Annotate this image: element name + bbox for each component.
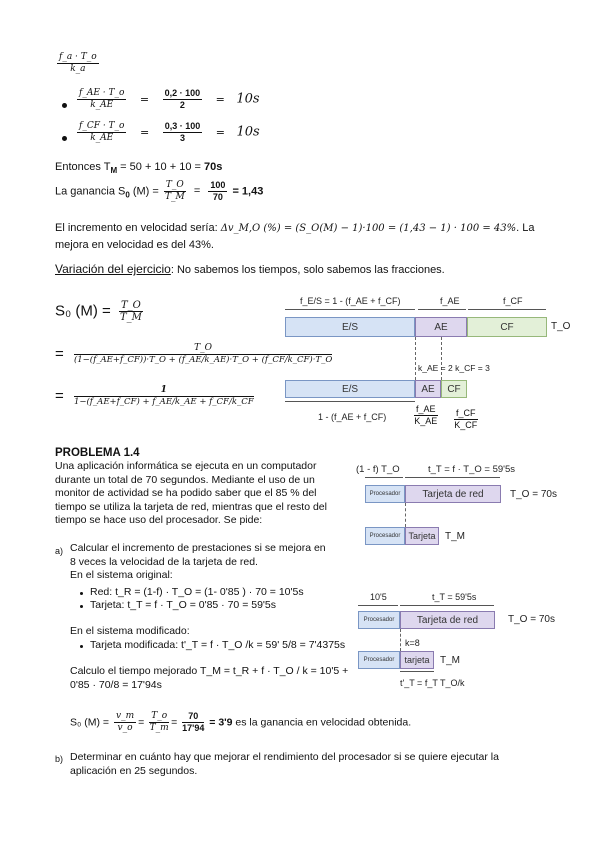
text: La ganancia S xyxy=(55,185,126,198)
num: f_CF xyxy=(456,408,476,418)
num: T_O xyxy=(74,343,332,355)
fraction-denominator: k_a xyxy=(70,64,86,74)
d2-proc2: Procesador xyxy=(365,527,405,545)
entonces-line xyxy=(55,160,222,178)
num: 1 xyxy=(74,385,254,397)
text: Determinar en cuánto hay que mejorar el rendimiento del procesador si se quiere ejecutar la xyxy=(70,751,499,763)
text: En el sistema original: xyxy=(70,569,173,582)
ganancia-line: La ganancia $S_0$ (M) = $\frac{T\_O}{T\_M}$ = $\frac{100}{70}$ = 1,43 xyxy=(55,180,264,202)
dash-line xyxy=(441,337,442,380)
brace xyxy=(400,671,434,676)
dash-line xyxy=(400,629,401,651)
d3-tarjeta-red: Tarjeta de red xyxy=(400,611,495,629)
num: T_O xyxy=(165,180,184,190)
formula-ae-time: $\frac{f\_AE \cdot T\_o}{k\_AE}$ = $\frac{0,2 \cdot 100}{2}$ = 10s xyxy=(79,88,260,110)
item-letter: a) xyxy=(55,546,64,556)
fcf-label: f_CF xyxy=(503,296,523,306)
num: 0,3 · 100 xyxy=(164,121,201,131)
bullet-icon xyxy=(62,103,67,108)
fae-label: f_AE xyxy=(440,296,460,306)
brace xyxy=(400,605,494,610)
fes-label: f_E/S = 1 - (f_AE + f_CF) xyxy=(300,296,401,306)
d3-proc2: Procesador xyxy=(358,651,400,669)
sub: 0 xyxy=(125,190,130,200)
num: f_CF · T_o xyxy=(79,121,125,131)
d2-top1: (1 - f) T_O xyxy=(356,464,400,475)
calc-line: 0'85 · 70/8 = 17'94s xyxy=(70,679,162,691)
fae-k-fraction xyxy=(412,404,440,427)
result: 10s xyxy=(236,124,260,140)
item-b-text xyxy=(70,750,499,778)
formula: Δv_M,O (%) = (S_O(M) − 1)·100 = (1,43 − 1) · 100 = 43% xyxy=(220,223,517,234)
text: Calcular el incremento de prestaciones si se mejora en xyxy=(70,542,326,554)
den: 70 xyxy=(212,192,223,202)
para-line: tiempo se utiliza la tarjeta de red, mientras que el resto del xyxy=(55,500,327,513)
bullet-icon xyxy=(80,592,83,595)
s0-formula-expanded: = $\frac{T\_O}{(1-(f\_AE+f\_CF))\cdot T\_O + (f\_AE/k\_AE)\cdot T\_O + (f\_CF/k\_CF)\cdot T\_O}$ xyxy=(55,343,333,365)
den: 3 xyxy=(179,133,185,143)
text: (M) = xyxy=(129,185,162,198)
bullet-icon xyxy=(80,645,83,648)
red-line: Red: t_R = (1-f) · T_O = (1- 0'85 ) · 70 = 10'5s xyxy=(90,586,304,598)
k-label: k_AE = 2 k_CF = 3 xyxy=(418,363,490,373)
text: = 50 + 10 + 10 = xyxy=(117,161,204,173)
text: mejora en velocidad es del 43%. xyxy=(55,239,214,251)
num: f_AE · T_o xyxy=(79,88,125,98)
num: T_O xyxy=(120,300,141,311)
d3-proc: Procesador xyxy=(358,611,400,629)
sub: M xyxy=(110,166,118,176)
brace xyxy=(285,309,415,314)
fcf-k-fraction xyxy=(452,408,480,431)
formula-cf-time: $\frac{f\_CF \cdot T\_o}{k\_AE}$ = $\frac{0,3 \cdot 100}{3}$ = 10s xyxy=(79,121,260,143)
den: K_AE xyxy=(414,416,438,426)
den: 2 xyxy=(179,100,185,110)
num: f_AE xyxy=(416,404,436,414)
bar1-es-segment: E/S xyxy=(285,317,415,337)
d3-tarjeta: tarjeta xyxy=(400,651,434,669)
text: El incremento en velocidad sería: xyxy=(55,222,221,234)
num: v_m xyxy=(116,711,135,721)
problem-title: PROBLEMA 1.4 xyxy=(55,447,140,459)
den: 17'94 xyxy=(182,723,205,733)
section-title: Variación del ejercicio xyxy=(55,262,171,276)
text: es la ganancia en velocidad obtenida. xyxy=(232,716,412,729)
den: 1−(f_AE+f_CF) + f_AE/k_AE + f_CF/k_CF xyxy=(73,397,254,407)
para-line: Una aplicación informática se ejecuta en un computador xyxy=(55,460,317,472)
bullet-icon xyxy=(62,136,67,141)
d3-bottom: t'_T = f_T T_O/k xyxy=(400,678,465,688)
bar2-ae-segment: AE xyxy=(415,380,441,398)
incremento-paragraph xyxy=(55,220,550,254)
brace xyxy=(365,477,403,482)
num: 0,2 · 100 xyxy=(164,88,201,98)
fes-reduced-label: 1 - (f_AE + f_CF) xyxy=(318,412,387,422)
d3-tm: T_M xyxy=(440,655,460,666)
tarjeta-mod-line: Tarjeta modificada: t'_T = f · T_O /k = 59' 5/8 = 7'4375s xyxy=(90,639,346,651)
brace xyxy=(405,477,500,482)
den: K_CF xyxy=(454,420,478,430)
fraction-numerator: f_a · T_o xyxy=(59,52,97,62)
text: : No sabemos los tiempos, solo sabemos las fracciones. xyxy=(170,264,445,276)
den: (1−(f_AE+f_CF))·T_O + (f_AE/k_AE)·T_O + (f_CF/k_CF)·T_O xyxy=(73,355,333,365)
d2-tarjeta: Tarjeta xyxy=(405,527,439,545)
dash-line xyxy=(405,503,406,527)
d3-top1: 10'5 xyxy=(370,592,387,602)
den: T_M xyxy=(164,192,185,202)
num: T_o xyxy=(151,711,168,721)
tarjeta-line: Tarjeta: t_T = f · T_O = 0'85 · 70 = 59'5s xyxy=(90,599,277,611)
bar2-cf-segment: CF xyxy=(441,380,467,398)
item-a-text xyxy=(70,542,326,583)
d3-to: T_O = 70s xyxy=(508,614,555,625)
text: aplicación en 25 segundos. xyxy=(70,765,198,777)
d2-tm: T_M xyxy=(445,531,465,542)
variacion-line xyxy=(55,262,445,276)
dash-line xyxy=(415,337,416,380)
num: 100 xyxy=(210,180,226,190)
d3-k: k=8 xyxy=(405,638,420,648)
num: 70 xyxy=(182,711,204,723)
bar2-es-segment: E/S xyxy=(285,380,415,398)
den: v_o xyxy=(117,723,133,733)
bullet-icon xyxy=(80,605,83,608)
label: S₀ (M) = xyxy=(70,716,110,729)
modified-title: En el sistema modificado: xyxy=(70,625,190,637)
s0-result-line: S₀ (M) = $\frac{v\_m}{v\_o}$ = $\frac{T\_o}{T\_m}$ = $\frac{70}{17'94}$ = 3'9 es la ganancia en velocidad obtenida. xyxy=(70,711,412,733)
item-letter: b) xyxy=(55,754,64,764)
d2-top2: t_T = f · T_O = 59'5s xyxy=(428,464,516,475)
bold: 70s xyxy=(203,161,223,173)
den: k_AE xyxy=(90,133,114,143)
brace xyxy=(358,605,398,610)
label: S₀ (M) = xyxy=(55,302,111,320)
para-line: tiempo se hace uso del procesador. Se pide: xyxy=(55,514,263,527)
text: . La xyxy=(516,222,535,234)
bar1-cf-segment: CF xyxy=(467,317,547,337)
den: T_M xyxy=(119,312,142,323)
para-line: durante un total de 70 segundos. Mediante el uso de un xyxy=(55,473,315,486)
text: Entonces T xyxy=(55,161,111,173)
d2-tarjeta-red: Tarjeta de red xyxy=(405,485,501,503)
s0-formula-simplified: = $\frac{1}{1-(f\_AE+f\_CF) + f\_AE/k\_AE + f\_CF/k\_CF}$ xyxy=(55,385,254,407)
d3-top2: t_T = 59'5s xyxy=(432,592,477,602)
bold: = 1,43 xyxy=(232,185,264,198)
den: T_m xyxy=(149,723,169,733)
brace xyxy=(468,309,546,314)
brace xyxy=(418,309,466,314)
to-label: T_O xyxy=(551,321,571,332)
bold: = 3'9 xyxy=(209,716,233,729)
s0-formula xyxy=(55,300,145,323)
calc-line: Calculo el tiempo mejorado T_M = t_R + f · T_O / k = 10'5 + xyxy=(70,665,349,677)
result: 10s xyxy=(236,91,260,107)
d2-to: T_O = 70s xyxy=(510,489,557,500)
bar1-ae-segment: AE xyxy=(415,317,467,337)
den: k_AE xyxy=(90,100,114,110)
d2-proc: Procesador xyxy=(365,485,405,503)
para-line: monitor de actividad se ha podido saber que el 85 % del xyxy=(55,487,317,500)
brace xyxy=(285,401,415,406)
problem-paragraph xyxy=(55,460,345,528)
fraction-fa xyxy=(55,52,101,75)
text: 8 veces la velocidad de la tarjeta de red. xyxy=(70,555,258,568)
